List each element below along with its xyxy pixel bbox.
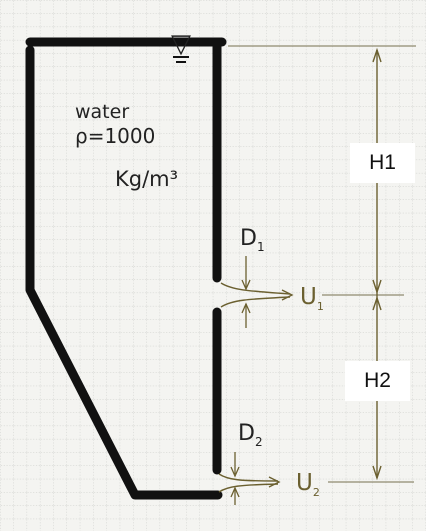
fluid-density: ρ=1000 xyxy=(75,124,156,148)
surface-symbol: ▽ xyxy=(171,29,191,59)
u2-label: $U_2$ xyxy=(296,470,320,499)
fluid-density-unit: Kg/m³ xyxy=(115,167,179,191)
fluid-name: water xyxy=(75,101,130,123)
water-surface-marker xyxy=(171,29,191,62)
d2-label: $D_2$ xyxy=(238,421,263,449)
u1-label: $U_1$ xyxy=(300,284,324,313)
h2-label: H2 xyxy=(345,361,410,401)
h1-label: H1 xyxy=(350,143,415,183)
d1-label: $D_1$ xyxy=(240,226,265,254)
